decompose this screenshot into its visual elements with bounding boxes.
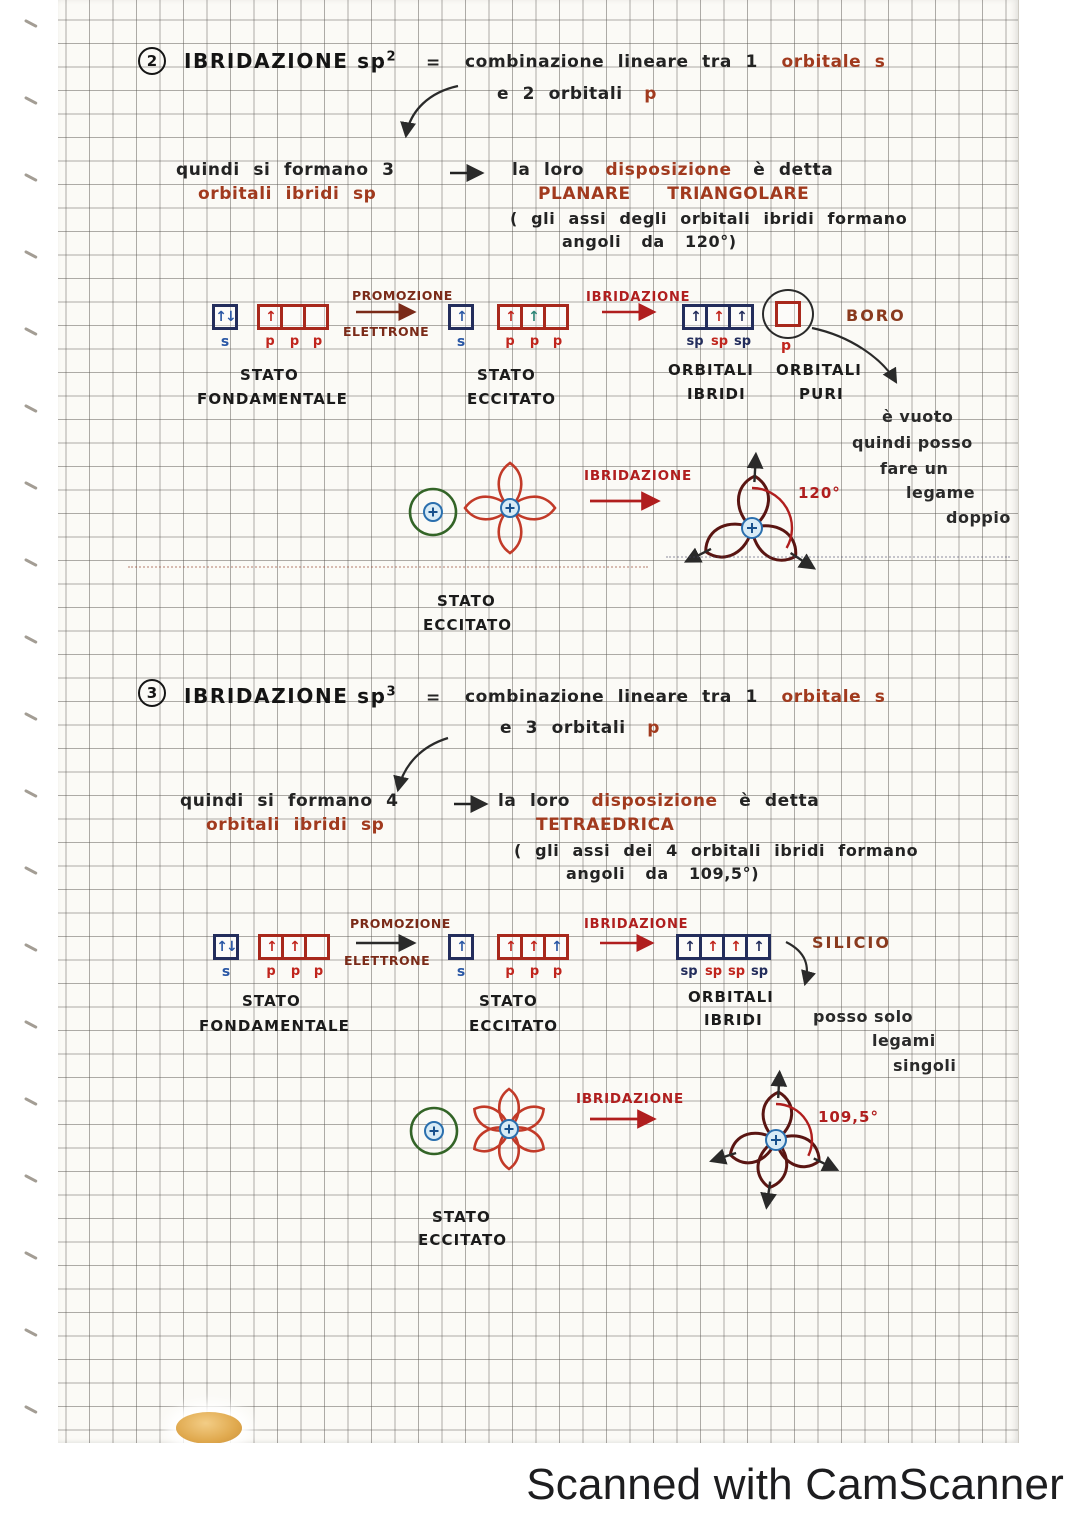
- caption-hybrid-line1: ORBITALI: [688, 988, 774, 1006]
- empty-orbital-note-line: è vuoto: [882, 407, 954, 426]
- geometry-name: TETRAEDRICA: [536, 815, 675, 835]
- s-orbital-label: s: [456, 334, 466, 350]
- binding-mark: [24, 173, 38, 182]
- orbital-label: p: [289, 334, 300, 349]
- s-orbital-label: s: [456, 964, 466, 980]
- definition-line2: [497, 84, 657, 104]
- s-orbital-box-fundamental: [213, 934, 239, 960]
- binding-mark: [24, 558, 38, 567]
- definition-line1-black: combinazione lineare tra 1: [465, 687, 758, 707]
- binding-mark: [24, 481, 38, 490]
- orbital-label: sp: [704, 964, 723, 979]
- electron-arrows: ↑↓: [216, 939, 236, 955]
- binding-mark: [24, 635, 38, 644]
- p-orbital-boxes-excited: [497, 934, 569, 960]
- curved-hook-arrow: [400, 82, 464, 144]
- curved-arrow-to-note: [778, 938, 830, 994]
- caption-excited-line1: STATO: [477, 366, 536, 384]
- faint-trace-marks: [128, 566, 648, 568]
- electron-arrows: ↑: [528, 309, 538, 325]
- orbital-label: sp: [680, 964, 698, 979]
- electron-arrows: ↑: [684, 939, 694, 955]
- disposition-black1: la loro: [498, 791, 570, 811]
- section-title-text: IBRIDAZIONE sp: [184, 49, 387, 73]
- orbital-label: p: [529, 964, 540, 979]
- empty-orbital-note-line: legame: [906, 483, 976, 502]
- promotion-label-top: PROMOZIONE: [350, 916, 451, 931]
- equals-sign: =: [426, 53, 441, 73]
- definition-line2-red: p: [644, 84, 658, 104]
- empty-orbital-note-line: fare un: [880, 459, 949, 478]
- definition-line1-black: combinazione lineare tra 1: [465, 52, 758, 72]
- orbital-box: [728, 304, 754, 330]
- sp-hybrid-labels: [676, 964, 771, 979]
- p-orbital-labels: [497, 964, 569, 979]
- orbital-label: p: [265, 334, 275, 349]
- orbital-label: sp: [750, 964, 769, 979]
- caption-fundamental-line1: STATO: [240, 366, 299, 384]
- definition-line2-black: e 3 orbitali: [500, 718, 626, 738]
- orbital-box: [303, 304, 329, 330]
- p-orbital-boxes-excited: [497, 304, 569, 330]
- sp-hybrid-boxes: [676, 934, 771, 960]
- electron-arrows: ↑: [289, 939, 299, 955]
- caption-excited-line2: ECCITATO: [418, 1231, 508, 1249]
- pure-p-label: p: [780, 338, 792, 354]
- section-number-3: 3: [138, 679, 166, 707]
- orbital-box: [745, 934, 771, 960]
- forms-text-line1: quindi si formano 4: [180, 791, 399, 811]
- orbital-label: p: [313, 964, 324, 979]
- fingertip: [176, 1412, 242, 1444]
- hybridization-label: IBRIDAZIONE: [586, 290, 691, 305]
- sp-hybrid-labels: [682, 334, 754, 349]
- binding-mark: [24, 789, 38, 798]
- binding-mark: [24, 712, 38, 721]
- binding-mark: [24, 327, 38, 336]
- orbital-box: [543, 934, 569, 960]
- s-orbital-label: s: [220, 334, 230, 350]
- orbital-box: [775, 301, 801, 327]
- hybridization-arrow: [588, 495, 670, 507]
- forms-text-line2: orbitali ibridi sp: [198, 184, 377, 204]
- electron-arrows: ↑: [528, 939, 538, 955]
- disposition-black2: è detta: [753, 160, 834, 180]
- electron-arrows: ↑: [707, 939, 717, 955]
- curved-arrow-to-note: [806, 322, 906, 392]
- promotion-arrow: [354, 306, 424, 318]
- disposition-black2: è detta: [739, 791, 820, 811]
- empty-orbital-note-line: quindi posso: [852, 433, 973, 452]
- axes-note-line1: ( gli assi degli orbitali ibridi formano: [510, 209, 908, 228]
- binding-mark: [24, 1328, 38, 1337]
- caption-hybrid-line2: IBRIDI: [687, 385, 746, 403]
- hybridization-label: IBRIDAZIONE: [576, 1091, 684, 1107]
- orbital-label: p: [552, 334, 563, 349]
- definition-line1-red: orbitale s: [781, 52, 886, 72]
- caption-fundamental-line1: STATO: [242, 992, 301, 1010]
- s-orbital-label: s: [221, 964, 231, 980]
- sp3-tetrahedral-hybrid-sketch: [700, 1066, 852, 1218]
- caption-excited-line2: ECCITATO: [469, 1017, 559, 1035]
- binding-mark: [24, 1020, 38, 1029]
- definition-line1: [465, 687, 886, 707]
- binding-mark: [24, 1174, 38, 1183]
- forms-text-line1: quindi si formano 3: [176, 160, 395, 180]
- flow-arrow: [448, 167, 492, 179]
- p-orbitals-sketch: [456, 1078, 562, 1180]
- section-number-2: 2: [138, 47, 166, 75]
- camscanner-watermark: Scanned with CamScanner: [526, 1460, 1064, 1509]
- s-orbital-box-fundamental: [212, 304, 238, 330]
- orbital-box: [213, 934, 239, 960]
- hybridization-arrow: [598, 937, 664, 949]
- binding-mark: [24, 96, 38, 105]
- binding-mark: [24, 1097, 38, 1106]
- definition-line2-black: e 2 orbitali: [497, 84, 623, 104]
- promotion-label-bottom: ELETTRONE: [343, 324, 430, 339]
- faint-trace-marks: [666, 556, 1010, 558]
- orbital-label: p: [529, 334, 540, 349]
- section-title-text: IBRIDAZIONE sp: [184, 684, 387, 708]
- hybridization-arrow: [600, 306, 666, 318]
- orbital-label: p: [552, 964, 563, 979]
- hybridization-label: IBRIDAZIONE: [584, 468, 692, 484]
- forms-text-line2: orbitali ibridi sp: [206, 815, 385, 835]
- electron-arrows: ↑: [551, 939, 561, 955]
- electron-arrows: ↑: [736, 309, 746, 325]
- orbital-label: sp: [686, 334, 704, 349]
- binding-mark: [24, 250, 38, 259]
- equals-sign: =: [426, 688, 441, 708]
- single-bonds-note-line: singoli: [893, 1056, 957, 1075]
- orbital-box: [448, 934, 474, 960]
- binding-mark: [24, 943, 38, 952]
- orbital-label: sp: [727, 964, 746, 979]
- bond-angle-label: 120°: [798, 484, 841, 502]
- p-orbital-labels: [258, 964, 330, 979]
- binding-mark: [24, 866, 38, 875]
- electron-arrows: ↑: [690, 309, 700, 325]
- section-title-sp2: [184, 49, 397, 73]
- hybridization-arrow: [588, 1113, 666, 1125]
- element-name-silicon: SILICIO: [812, 933, 891, 952]
- electron-arrows: ↑: [456, 309, 466, 325]
- section-title-exponent: 2: [386, 49, 398, 65]
- sp-hybrid-boxes: [682, 304, 754, 330]
- orbital-box: [543, 304, 569, 330]
- p-orbital-boxes-fundamental: [258, 934, 330, 960]
- orbital-label: p: [312, 334, 323, 349]
- caption-hybrid-line2: IBRIDI: [704, 1011, 763, 1029]
- electron-arrows: ↑: [505, 939, 515, 955]
- orbital-label: p: [290, 964, 301, 979]
- footer-band: [0, 1443, 1080, 1528]
- binding-mark: [24, 1251, 38, 1260]
- p-orbitals-sketch: [452, 450, 568, 566]
- definition-line1: [465, 52, 886, 72]
- orbital-label: p: [505, 964, 515, 979]
- promotion-arrow: [354, 937, 424, 949]
- flow-arrow: [452, 798, 496, 810]
- definition-line1-red: orbitale s: [781, 687, 886, 707]
- axes-note-line1: ( gli assi dei 4 orbitali ibridi formano: [514, 841, 919, 860]
- electron-arrows: ↑: [266, 939, 276, 955]
- orbital-label: sp: [710, 334, 729, 349]
- single-bonds-note-line: legami: [872, 1031, 936, 1050]
- sp2-trigonal-hybrid-sketch: [666, 438, 838, 592]
- caption-hybrid-line1: ORBITALI: [668, 361, 754, 379]
- p-orbital-boxes-fundamental: [257, 304, 329, 330]
- binding-mark: [24, 19, 38, 28]
- binding-mark: [24, 1405, 38, 1414]
- caption-fundamental-line2: FONDAMENTALE: [197, 390, 349, 408]
- axes-note-line2: angoli da 120°): [562, 232, 737, 251]
- caption-fundamental-line2: FONDAMENTALE: [199, 1017, 351, 1035]
- p-orbital-labels: [257, 334, 329, 349]
- orbital-label: sp: [733, 334, 752, 349]
- electron-arrows: ↑: [730, 939, 740, 955]
- caption-excited-line1: STATO: [432, 1208, 491, 1226]
- promotion-label-bottom: ELETTRONE: [344, 953, 431, 968]
- electron-arrows: ↑: [265, 309, 275, 325]
- orbital-box: [304, 934, 330, 960]
- binding-mark: [24, 404, 38, 413]
- orbital-box: [448, 304, 474, 330]
- section-title-exponent: 3: [386, 684, 398, 700]
- definition-line2-red: p: [647, 718, 661, 738]
- element-name-boron: BORO: [846, 306, 906, 325]
- p-orbital-labels: [497, 334, 569, 349]
- caption-pure-line1: ORBITALI: [776, 361, 862, 379]
- electron-arrows: ↑↓: [215, 309, 235, 325]
- electron-arrows: ↑: [753, 939, 763, 955]
- disposition-black1: la loro: [512, 160, 584, 180]
- s-orbital-box-excited: [448, 304, 474, 330]
- disposition-red: disposizione: [605, 160, 732, 180]
- disposition-line1: [498, 791, 819, 811]
- caption-excited-line1: STATO: [437, 592, 496, 610]
- axes-note-line2: angoli da 109,5°): [566, 864, 760, 883]
- electron-arrows: ↑: [505, 309, 515, 325]
- promotion-label-top: PROMOZIONE: [352, 288, 453, 303]
- caption-excited-line2: ECCITATO: [467, 390, 557, 408]
- electron-arrows: ↑: [456, 939, 466, 955]
- single-bonds-note-line: posso solo: [813, 1007, 914, 1026]
- electron-arrows: ↑: [713, 309, 723, 325]
- disposition-red: disposizione: [591, 791, 718, 811]
- definition-line2: [500, 718, 660, 738]
- s-orbital-box-excited: [448, 934, 474, 960]
- section-title-sp3: [184, 684, 397, 708]
- hybridization-label: IBRIDAZIONE: [584, 917, 689, 932]
- caption-pure-line2: PURI: [799, 385, 844, 403]
- caption-excited-line1: STATO: [479, 992, 538, 1010]
- orbital-label: p: [505, 334, 515, 349]
- disposition-line1: [512, 160, 833, 180]
- curved-hook-arrow: [392, 734, 454, 796]
- bond-angle-label: 109,5°: [818, 1108, 879, 1126]
- caption-excited-line2: ECCITATO: [423, 616, 513, 634]
- empty-orbital-note-line: doppio: [946, 508, 1011, 527]
- geometry-name: PLANARE TRIANGOLARE: [538, 184, 810, 204]
- orbital-label: p: [266, 964, 276, 979]
- orbital-box: [212, 304, 238, 330]
